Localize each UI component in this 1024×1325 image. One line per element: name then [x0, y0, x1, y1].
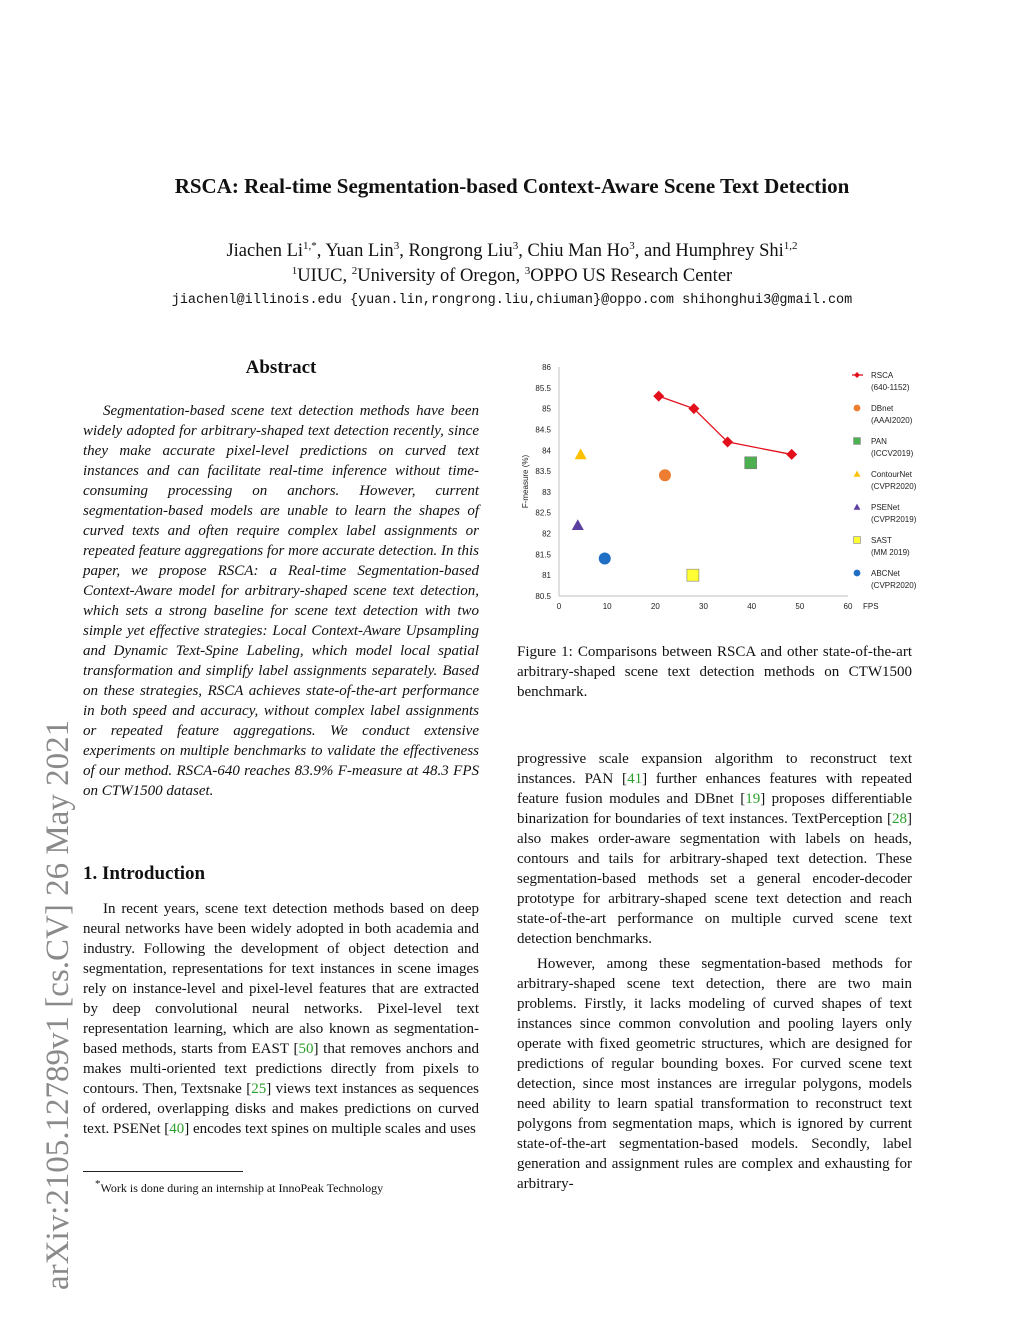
x-tick-label: 60: [843, 602, 853, 611]
data-point: [572, 519, 584, 530]
author-name: and Humphrey Shi: [644, 241, 784, 262]
x-tick-label: 10: [602, 602, 612, 611]
author-emails: jiachenl@illinois.edu {yuan.lin,rongrong.liu,chiuman}@oppo.com shihonghui3@gmail.com: [171, 293, 853, 308]
y-tick-label: 86: [542, 363, 551, 372]
y-tick-label: 85.5: [535, 383, 551, 393]
series-line: [659, 396, 792, 454]
affil-name: University of Oregon,: [357, 266, 525, 287]
legend-label: PAN: [871, 437, 887, 446]
y-tick-label: 82: [542, 529, 551, 539]
affil-sup: 3: [524, 265, 531, 277]
figure-chart: [505, 356, 925, 618]
author-sup: 1,2: [783, 240, 798, 252]
data-point: [786, 449, 797, 460]
author-sup: 3: [512, 240, 519, 252]
scatter-chart-svg: [505, 356, 925, 618]
y-tick-label: 84: [542, 446, 551, 456]
y-tick-label: 83: [542, 487, 551, 497]
footnote: [95, 1178, 383, 1196]
citation-link[interactable]: 41: [627, 771, 643, 787]
text-run: ] proposes differentiable binarization for boundaries of text instances. TextPerception [: [517, 791, 912, 827]
legend-label-sub: (CVPR2020): [871, 482, 917, 491]
text-run: In recent years, scene text detection methods based on deep neural networks have been widely adopted in both academia and industry. Following the development of object detection and segmentation, representations for text instances in scene images rely on instance-level and pixel-level features that are extracted by deep convolutional neural networks. Pixel-level text representation learning, which are also known as segmentation-based methods, starts from EAST [: [83, 901, 479, 1057]
y-tick-label: 81.5: [535, 550, 551, 560]
author-name: Rongrong Liu: [408, 241, 513, 262]
text-run: ] views text instances as sequences of ordered, overlapping disks and makes predictions on curved text. PSENet [: [83, 1081, 479, 1137]
intro-heading: 1. Introduction: [83, 863, 206, 884]
paper-title: RSCA: Real-time Segmentation-based Context-Aware Scene Text Detection: [174, 174, 850, 198]
legend-label: PSENet: [871, 503, 900, 512]
legend-marker: [854, 405, 861, 412]
text-run: ] encodes text spines on multiple scales and uses: [184, 1121, 476, 1137]
author-name: Chiu Man Ho: [527, 241, 630, 262]
y-tick-label: 85: [542, 404, 551, 414]
arxiv-stamp-container: [0, 340, 76, 1290]
legend-marker: [854, 537, 861, 544]
x-tick-label: 20: [650, 602, 660, 611]
right-paragraph-2: However, among these segmentation-based methods for arbitrary-shaped scene text detection, there are two main problems. Firstly, it lacks modeling of curved shapes of text instances since common convolution and pooling layers only operate with fixed geometric structures, which are designed for predictions of regular bounding boxes. For curved scene text detection, since most instances are irregular polygons, models need ability to learn spatial transformation to reconstruct text polygons from segmentation maps, which is ignored by current state-of-the-art segmentation-based models. Secondly, label generation and assignment rules are complex and exhausting for arbitrary-: [517, 956, 912, 1192]
affiliations: [0, 265, 1024, 287]
author-name: Yuan Lin: [325, 241, 394, 262]
text-run: progressive scale expansion algorithm to reconstruct text instances. PAN [: [517, 751, 912, 787]
legend-label-sub: (ICCV2019): [871, 449, 914, 458]
legend-label: ABCNet: [871, 569, 900, 578]
citation-link[interactable]: 19: [745, 791, 761, 807]
footnote-rule: [83, 1171, 243, 1172]
legend-marker: [854, 570, 861, 577]
intro-paragraph: [83, 899, 479, 1139]
citation-link[interactable]: 28: [892, 811, 907, 827]
y-tick-label: 80.5: [535, 592, 551, 601]
legend-label-sub: (CVPR2019): [871, 515, 917, 524]
legend-label: SAST: [871, 536, 892, 545]
y-tick-label: 83.5: [535, 467, 551, 477]
citation-link[interactable]: 40: [169, 1121, 185, 1137]
affil-sup: 2: [351, 265, 358, 277]
legend-label: DBnet: [871, 404, 894, 413]
y-tick-label: 82.5: [535, 508, 551, 518]
text-run: ] that removes anchors and makes multi-oriented text predictions directly from pixels to contours. Then, Textsnake [: [83, 1041, 479, 1097]
data-point: [745, 457, 757, 469]
legend-label-sub: (640-1152): [871, 383, 910, 392]
y-axis-label: F-measure (%): [521, 454, 530, 509]
data-point: [687, 569, 699, 581]
data-point: [653, 391, 664, 402]
x-axis-label: FPS: [863, 602, 879, 611]
x-tick-label: 40: [747, 602, 757, 611]
footnote-mark: *: [95, 1178, 101, 1190]
arxiv-stamp[interactable]: arXiv:2105.12789v1 [cs.CV] 26 May 2021: [40, 719, 76, 1290]
citation-link[interactable]: 25: [251, 1081, 267, 1097]
abstract-heading: Abstract: [245, 357, 317, 378]
legend-marker: [854, 504, 861, 510]
legend-label: ContourNet: [871, 470, 912, 479]
x-tick-label: 50: [795, 602, 805, 611]
data-point: [575, 448, 587, 459]
x-tick-label: 0: [556, 602, 562, 611]
right-paragraph-1: [517, 749, 912, 949]
legend-label: RSCA: [871, 371, 894, 380]
text-run: ] also makes order-aware segmentation with labels on heads, contours and tails for arbitrary-shaped text detection. These segmentation-based methods set a general encoder-decoder prototype for arbitrary-shaped scene text detection and reach state-of-the-art performance on multiple curved scene text detection benchmarks.: [517, 811, 912, 947]
y-tick-label: 84.5: [535, 425, 551, 435]
author-sup: 3: [629, 240, 635, 252]
y-tick-label: 81: [542, 571, 551, 581]
legend-marker: [854, 372, 860, 378]
author-list: Jiachen $Li^{1,*}$, Yuan Lin$^3$, Rongrong Liu$^3$, Chiu Man Ho$^3$, and Humphrey Shi$^{1,2}$: [226, 240, 798, 262]
citation-link[interactable]: 50: [298, 1041, 314, 1057]
affil-name: OPPO US Research Center: [530, 266, 733, 287]
x-tick-label: 30: [699, 602, 708, 611]
text-run: ] further enhances features with repeated feature fusion modules and DBnet [: [517, 771, 913, 807]
author-name: Jiachen Li: [226, 241, 304, 262]
figure-caption: Figure 1: Comparisons between RSCA and other state-of-the-art arbitrary-shaped scene text detection methods on CTW1500 benchmark.: [517, 644, 912, 700]
affil-name: UIUC,: [297, 266, 352, 287]
legend-marker: [854, 471, 861, 477]
author-sup: 3: [393, 240, 400, 252]
legend-marker: [854, 438, 861, 445]
data-point: [599, 553, 611, 565]
legend-label-sub: (MM 2019): [871, 548, 910, 557]
footnote-text: Work is done during an internship at InnoPeak Technology: [100, 1181, 384, 1195]
affil-sup: 1: [291, 265, 298, 277]
author-sup: 1,*: [303, 240, 317, 252]
legend-label-sub: (CVPR2020): [871, 581, 917, 590]
abstract-text: Segmentation-based scene text detection methods have been widely adopted for arbitrary-shaped text detection recently, since they make accurate pixel-level predictions on curved text instances and can facilitate real-time inference without time-consuming processing on anchors. However, current segmentation-based models are unable to learn the shapes of curved texts and often require complex label assignments or repeated feature aggregations for more accurate detection. In this paper, we propose RSCA: a Real-time Segmentation-based Context-Aware model for arbitrary-shaped scene text detection, which sets a strong baseline for scene text detection with two simple yet effective strategies: Local Context-Aware Upsampling and Dynamic Text-Spine Labeling, which model local spatial transformation and simplify label assignments separately. Based on these strategies, RSCA achieves state-of-the-art performance in both speed and accuracy, without complex label assignments or repeated feature aggregations. We conduct extensive experiments on multiple benchmarks to validate the effectiveness of our method. RSCA-640 reaches 83.9% F-measure at 48.3 FPS on CTW1500 dataset.: [83, 403, 479, 799]
legend-label-sub: (AAAI2020): [871, 416, 913, 425]
data-point: [659, 469, 671, 481]
